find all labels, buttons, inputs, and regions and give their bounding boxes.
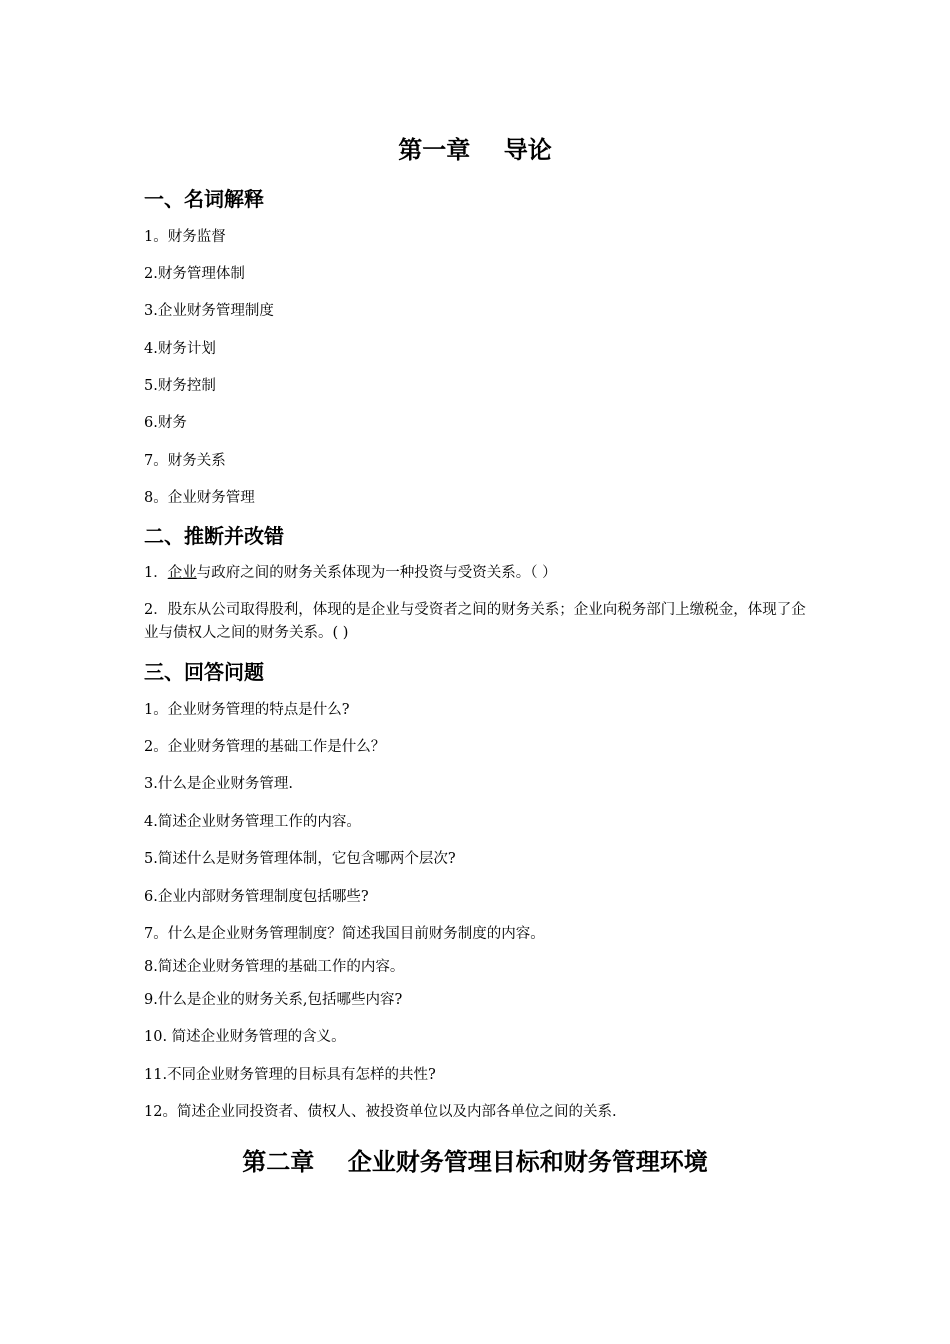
question-item: 4.简述企业财务管理工作的内容。: [144, 814, 361, 830]
question-item: 12。简述企业同投资者、债权人、被投资单位以及内部各单位之间的关系.: [144, 1104, 617, 1120]
judge-item: 2．股东从公司取得股利，体现的是企业与受资者之间的财务关系；企业向税务部门上缴税金，体现了企业与债权人之间的财务关系。( ): [144, 602, 806, 641]
judge-item: [144, 563, 812, 583]
question-item: 9.什么是企业的财务关系,包括哪些内容?: [144, 992, 403, 1008]
question-item: 11.不同企业财务管理的目标具有怎样的共性?: [144, 1067, 436, 1083]
question-item: 3.什么是企业财务管理.: [144, 776, 293, 792]
term-item: 7。财务关系: [144, 453, 226, 469]
underlined-word: 企业: [167, 565, 197, 581]
term-item: 4.财务计划: [144, 341, 216, 357]
question-item: 7。什么是企业财务管理制度？简述我国目前财务制度的内容。: [144, 926, 545, 942]
chapter-1-title: 第一章 导论: [398, 136, 552, 164]
term-item: 8。企业财务管理: [144, 490, 255, 506]
chapter-2-title: 第二章 企业财务管理目标和财务管理环境: [242, 1148, 708, 1176]
term-item: 1。财务监督: [144, 229, 226, 245]
term-item: 5.财务控制: [144, 378, 216, 394]
judge-item-number: 1．: [144, 565, 168, 581]
judge-item-text: 与政府之间的财务关系体现为一种投资与受资关系。（ ）: [196, 565, 557, 581]
section-heading-terms: 一、名词解释: [144, 187, 264, 211]
question-item: 8.简述企业财务管理的基础工作的内容。: [144, 959, 405, 975]
question-item: 2。企业财务管理的基础工作是什么？: [144, 739, 386, 755]
term-item: 6.财务: [144, 415, 187, 431]
term-item: 2.财务管理体制: [144, 266, 245, 282]
term-item: 3.企业财务管理制度: [144, 303, 274, 319]
question-item: 10. 简述企业财务管理的含义。: [144, 1029, 346, 1045]
section-heading-judge: 二、推断并改错: [144, 524, 284, 548]
question-item: 5.简述什么是财务管理体制，它包含哪两个层次?: [144, 851, 456, 867]
question-item: 1。企业财务管理的特点是什么?: [144, 702, 350, 718]
section-heading-questions: 三、回答问题: [144, 660, 264, 684]
question-item: 6.企业内部财务管理制度包括哪些?: [144, 889, 369, 905]
